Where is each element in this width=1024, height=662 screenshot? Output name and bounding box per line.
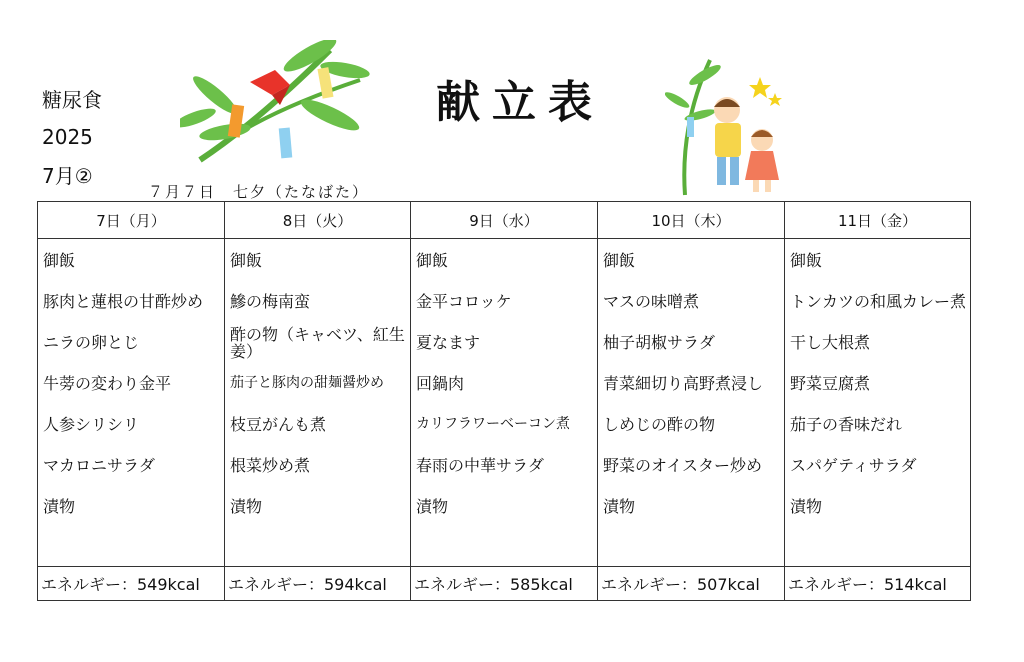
energy-row [38,567,971,601]
menu-item: 枝豆がんも煮 [230,415,327,434]
menu-item: 茄子と豚肉の甜麺醤炒め [230,375,384,391]
menu-item: 根菜炒め煮 [230,456,311,475]
menu-item: 酢の物（キャベツ、紅生姜） [230,324,405,361]
menu-item: マカロニサラダ [43,456,155,475]
menu-item: 夏なます [416,333,481,352]
menu-cell-fri [785,239,971,567]
diet-category: 糖尿食 [42,88,102,112]
menu-item: 春雨の中華サラダ [416,456,544,475]
menu-item: 漬物 [416,497,449,516]
day-header: 10日（木） [598,202,785,239]
menu-item: 御飯 [416,251,449,270]
menu-table [37,201,971,601]
menu-item: 回鍋肉 [416,374,465,393]
menu-item: 青菜細切り高野煮浸し [603,374,764,393]
menu-item: 牛蒡の変わり金平 [43,374,172,393]
menu-cell-mon [38,239,225,567]
menu-item: 御飯 [790,251,823,270]
menu-item: 金平コロッケ [416,292,512,311]
event-note: ７月７日 七夕（たなばた） [148,183,370,201]
month-label: 7月② [42,164,93,188]
menu-cell-tue [225,239,411,567]
menu-item: 御飯 [603,251,636,270]
energy-value: エネルギー：507kcal [598,567,785,601]
day-header: 8日（火） [225,202,411,239]
bamboo-tanzaku-illustration [180,40,375,165]
menu-item: マスの味噌煮 [603,292,700,311]
menu-item: 鰺の梅南蛮 [230,292,311,311]
energy-value: エネルギー：549kcal [38,567,225,601]
menu-item: 漬物 [790,497,823,516]
menu-item: スパゲティサラダ [790,456,917,475]
menu-item: 野菜豆腐煮 [790,374,871,393]
menu-item: 豚肉と蓮根の甘酢炒め [43,292,204,311]
menu-item: 人参シリシリ [43,415,140,434]
menu-row [38,239,971,567]
menu-item: カリフラワーベーコン煮 [416,416,570,432]
menu-item: 野菜のオイスター炒め [603,456,763,475]
day-header: 7日（月） [38,202,225,239]
children-tanabata-illustration [665,55,790,200]
menu-item: 柚子胡椒サラダ [603,333,715,352]
day-header-row [38,202,971,239]
menu-item: ニラの卵とじ [43,333,140,352]
menu-cell-thu [598,239,785,567]
year-label: 2025 [42,125,93,149]
menu-item: 漬物 [230,497,263,516]
page-title: 献立表 [436,77,604,128]
energy-value: エネルギー：514kcal [785,567,971,601]
menu-cell-wed [411,239,598,567]
menu-item: しめじの酢の物 [603,415,716,434]
menu-item: 茄子の香味だれ [790,415,903,434]
day-header: 9日（水） [411,202,598,239]
menu-item: 御飯 [43,251,76,270]
menu-item: トンカツの和風カレー煮 [790,292,967,311]
energy-value: エネルギー：594kcal [225,567,411,601]
menu-item: 漬物 [603,497,636,516]
day-header: 11日（金） [785,202,971,239]
menu-item: 漬物 [43,497,76,516]
menu-item: 御飯 [230,251,263,270]
energy-value: エネルギー：585kcal [411,567,598,601]
menu-item: 干し大根煮 [790,333,871,352]
